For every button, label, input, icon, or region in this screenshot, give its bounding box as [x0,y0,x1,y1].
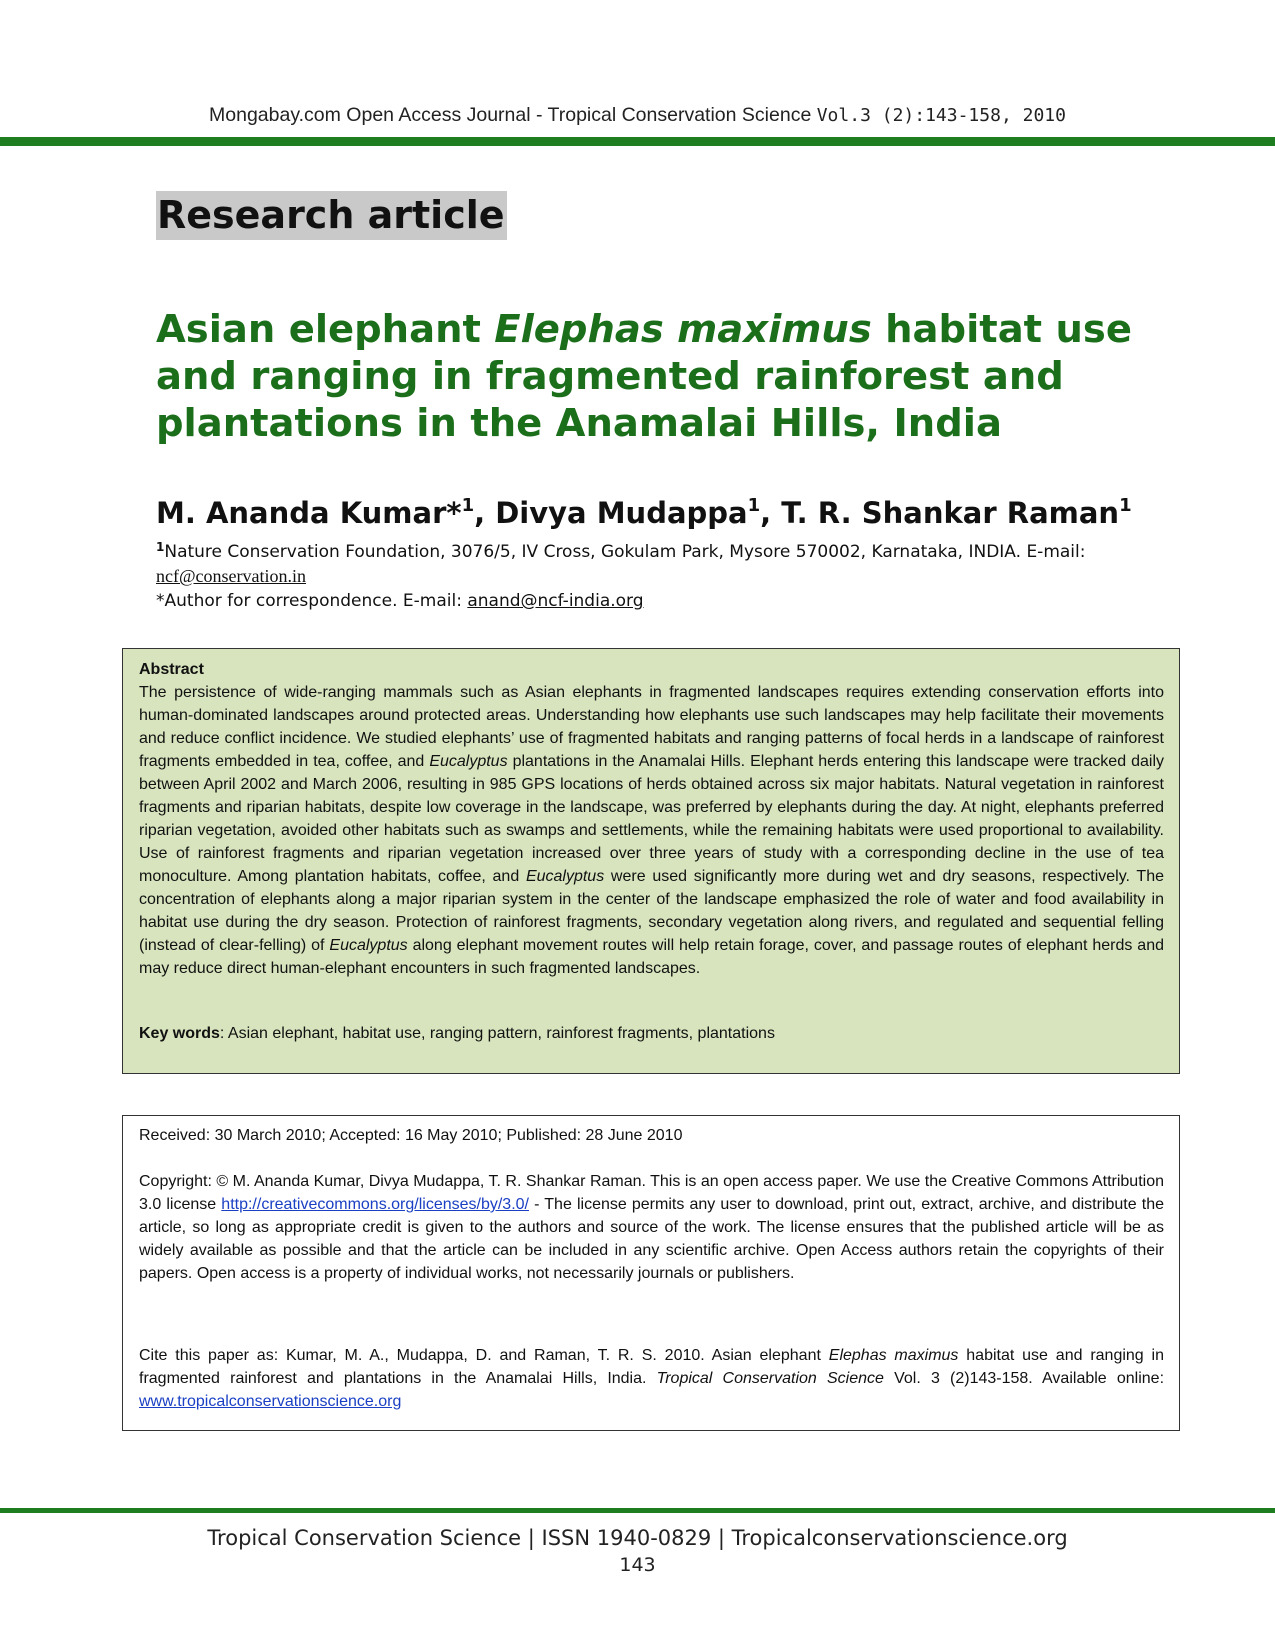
citation [139,1344,1164,1413]
affiliation [156,539,1085,565]
affiliation-text: Nature Conservation Foundation, 3076/5, IV Cross, Gokulam Park, Mysore 570002, Karnataka, INDIA. E-mail: [164,542,1086,562]
title-line-1 [156,307,1132,352]
citation-text: Vol. 3 (2)143-158. Available online: [883,1370,1165,1387]
abstract-span: plantations in the Anamalai Hills. Elephant herds entering this landscape were tracked daily between April 2002 and March 2006, resulting in 985 GPS locations of herds obtained across six major habitats. Natural vegetation in rainforest fragments and riparian habitats, despite low coverage in the landscape, was preferred by elephants during the day. At night, elephants preferred riparian vegetation, avoided other habitats such as swamps and settlements, while the remaining habitats were used proportional to availability. Use of rainforest fragments and riparian vegetation increased over three years of study with a corresponding decline in the use of tea monoculture. Among plantation habitats, coffee, and [139,753,1164,885]
abstract-italic: Eucalyptus [329,937,408,954]
abstract-text [139,681,1164,980]
keywords [139,1025,1164,1043]
author-list [156,496,1132,530]
affiliation-email-link[interactable]: ncf@conservation.in [156,566,307,586]
header-divider [0,137,1275,146]
journal-volume: Vol.3 (2):143-158, 2010 [816,105,1066,126]
journal-name: Mongabay.com Open Access Journal - Tropical Conservation Science [209,104,812,126]
publication-dates: Received: 30 March 2010; Accepted: 16 May 2010; Published: 28 June 2010 [139,1127,683,1144]
author-name: , Divya Mudappa [474,496,748,530]
license-link[interactable]: http://creativecommons.org/licenses/by/3.0/ [221,1196,529,1213]
author-affiliation-mark: 1 [747,495,761,516]
correspondence-email-link[interactable]: anand@ncf-india.org [467,591,644,611]
footer-text: Tropical Conservation Science | ISSN 1940-0829 | Tropicalconservationscience.org [207,1526,1068,1550]
running-header [0,104,1275,127]
publication-info-box [122,1115,1180,1431]
title-text: habitat use [871,307,1132,352]
page-number: 143 [619,1554,656,1576]
citation-text: Cite this paper as: Kumar, M. A., Mudappa, D. and Raman, T. R. S. 2010. Asian elephant [139,1347,829,1364]
title-text: Asian elephant [156,307,495,352]
author-name: M. Ananda Kumar* [156,496,462,530]
citation-text: habitat use and ranging in fragmented rainforest and plantations in the Anamalai Hills, India. [139,1347,1164,1387]
citation-italic: Tropical Conservation Science [656,1370,884,1387]
title-line-2: and ranging in fragmented rainforest and [156,354,1064,399]
abstract-span: along elephant movement routes will help retain forage, cover, and passage routes of elephant herds and may reduce direct human-elephant encounters in such fragmented landscapes. [139,937,1164,977]
article-type-label: Research article [156,191,507,240]
abstract-italic: Eucalyptus [525,868,605,885]
copyright-notice [139,1170,1164,1285]
keywords-label: Key words [139,1025,220,1042]
correspondence [156,588,644,614]
author-name: , T. R. Shankar Raman [760,496,1120,530]
copyright-text: Copyright: © M. Ananda Kumar, Divya Mudappa, T. R. Shankar Raman. This is an open access paper. We use the Creative Commons Attribution 3.0 license [139,1173,1164,1213]
author-affiliation-mark: 1 [461,495,475,516]
article-title [156,306,1156,447]
author-affiliation-mark: 1 [1119,495,1132,516]
affiliation-mark: 1 [156,540,165,554]
abstract-box [122,648,1180,1074]
title-line-3: plantations in the Anamalai Hills, India [156,401,1002,446]
abstract-span: The persistence of wide-ranging mammals such as Asian elephants in fragmented landscapes requires extending conservation efforts into human-dominated landscapes around protected areas. Understanding how elephants use such landscapes may help facilitate their movements and reduce conflict incidence. We studied elephants’ use of fragmented habitats and ranging patterns of focal herds in a landscape of rainforest fragments embedded in tea, coffee, and [139,684,1164,770]
citation-italic: Elephas maximus [828,1347,959,1364]
correspondence-text: *Author for correspondence. E-mail: [156,591,468,611]
copyright-text: - The license permits any user to download, print out, extract, archive, and distribute the article, so long as appropriate credit is given to the authors and source of the work. The license ensures that the published article will be as widely available as possible and that the article can be included in any scientific archive. Open Access authors retain the copyrights of their papers. Open access is a property of individual works, not necessarily journals or publishers. [139,1196,1165,1282]
abstract-heading: Abstract [139,661,204,678]
journal-website-link[interactable]: www.tropicalconservationscience.org [139,1393,402,1410]
abstract-italic: Eucalyptus [429,753,508,770]
abstract-span: were used significantly more during wet and dry seasons, respectively. The concentration of elephants along a major riparian system in the center of the landscape emphasized the role of water and food availability in habitat use during the dry season. Protection of rainforest fragments, secondary vegetation along rivers, and regulated and sequential felling (instead of clear-felling) of [139,868,1164,954]
keywords-list: : Asian elephant, habitat use, ranging pattern, rainforest fragments, plantations [219,1025,775,1042]
footer-divider [0,1508,1275,1513]
title-species: Elephas maximus [494,307,872,352]
